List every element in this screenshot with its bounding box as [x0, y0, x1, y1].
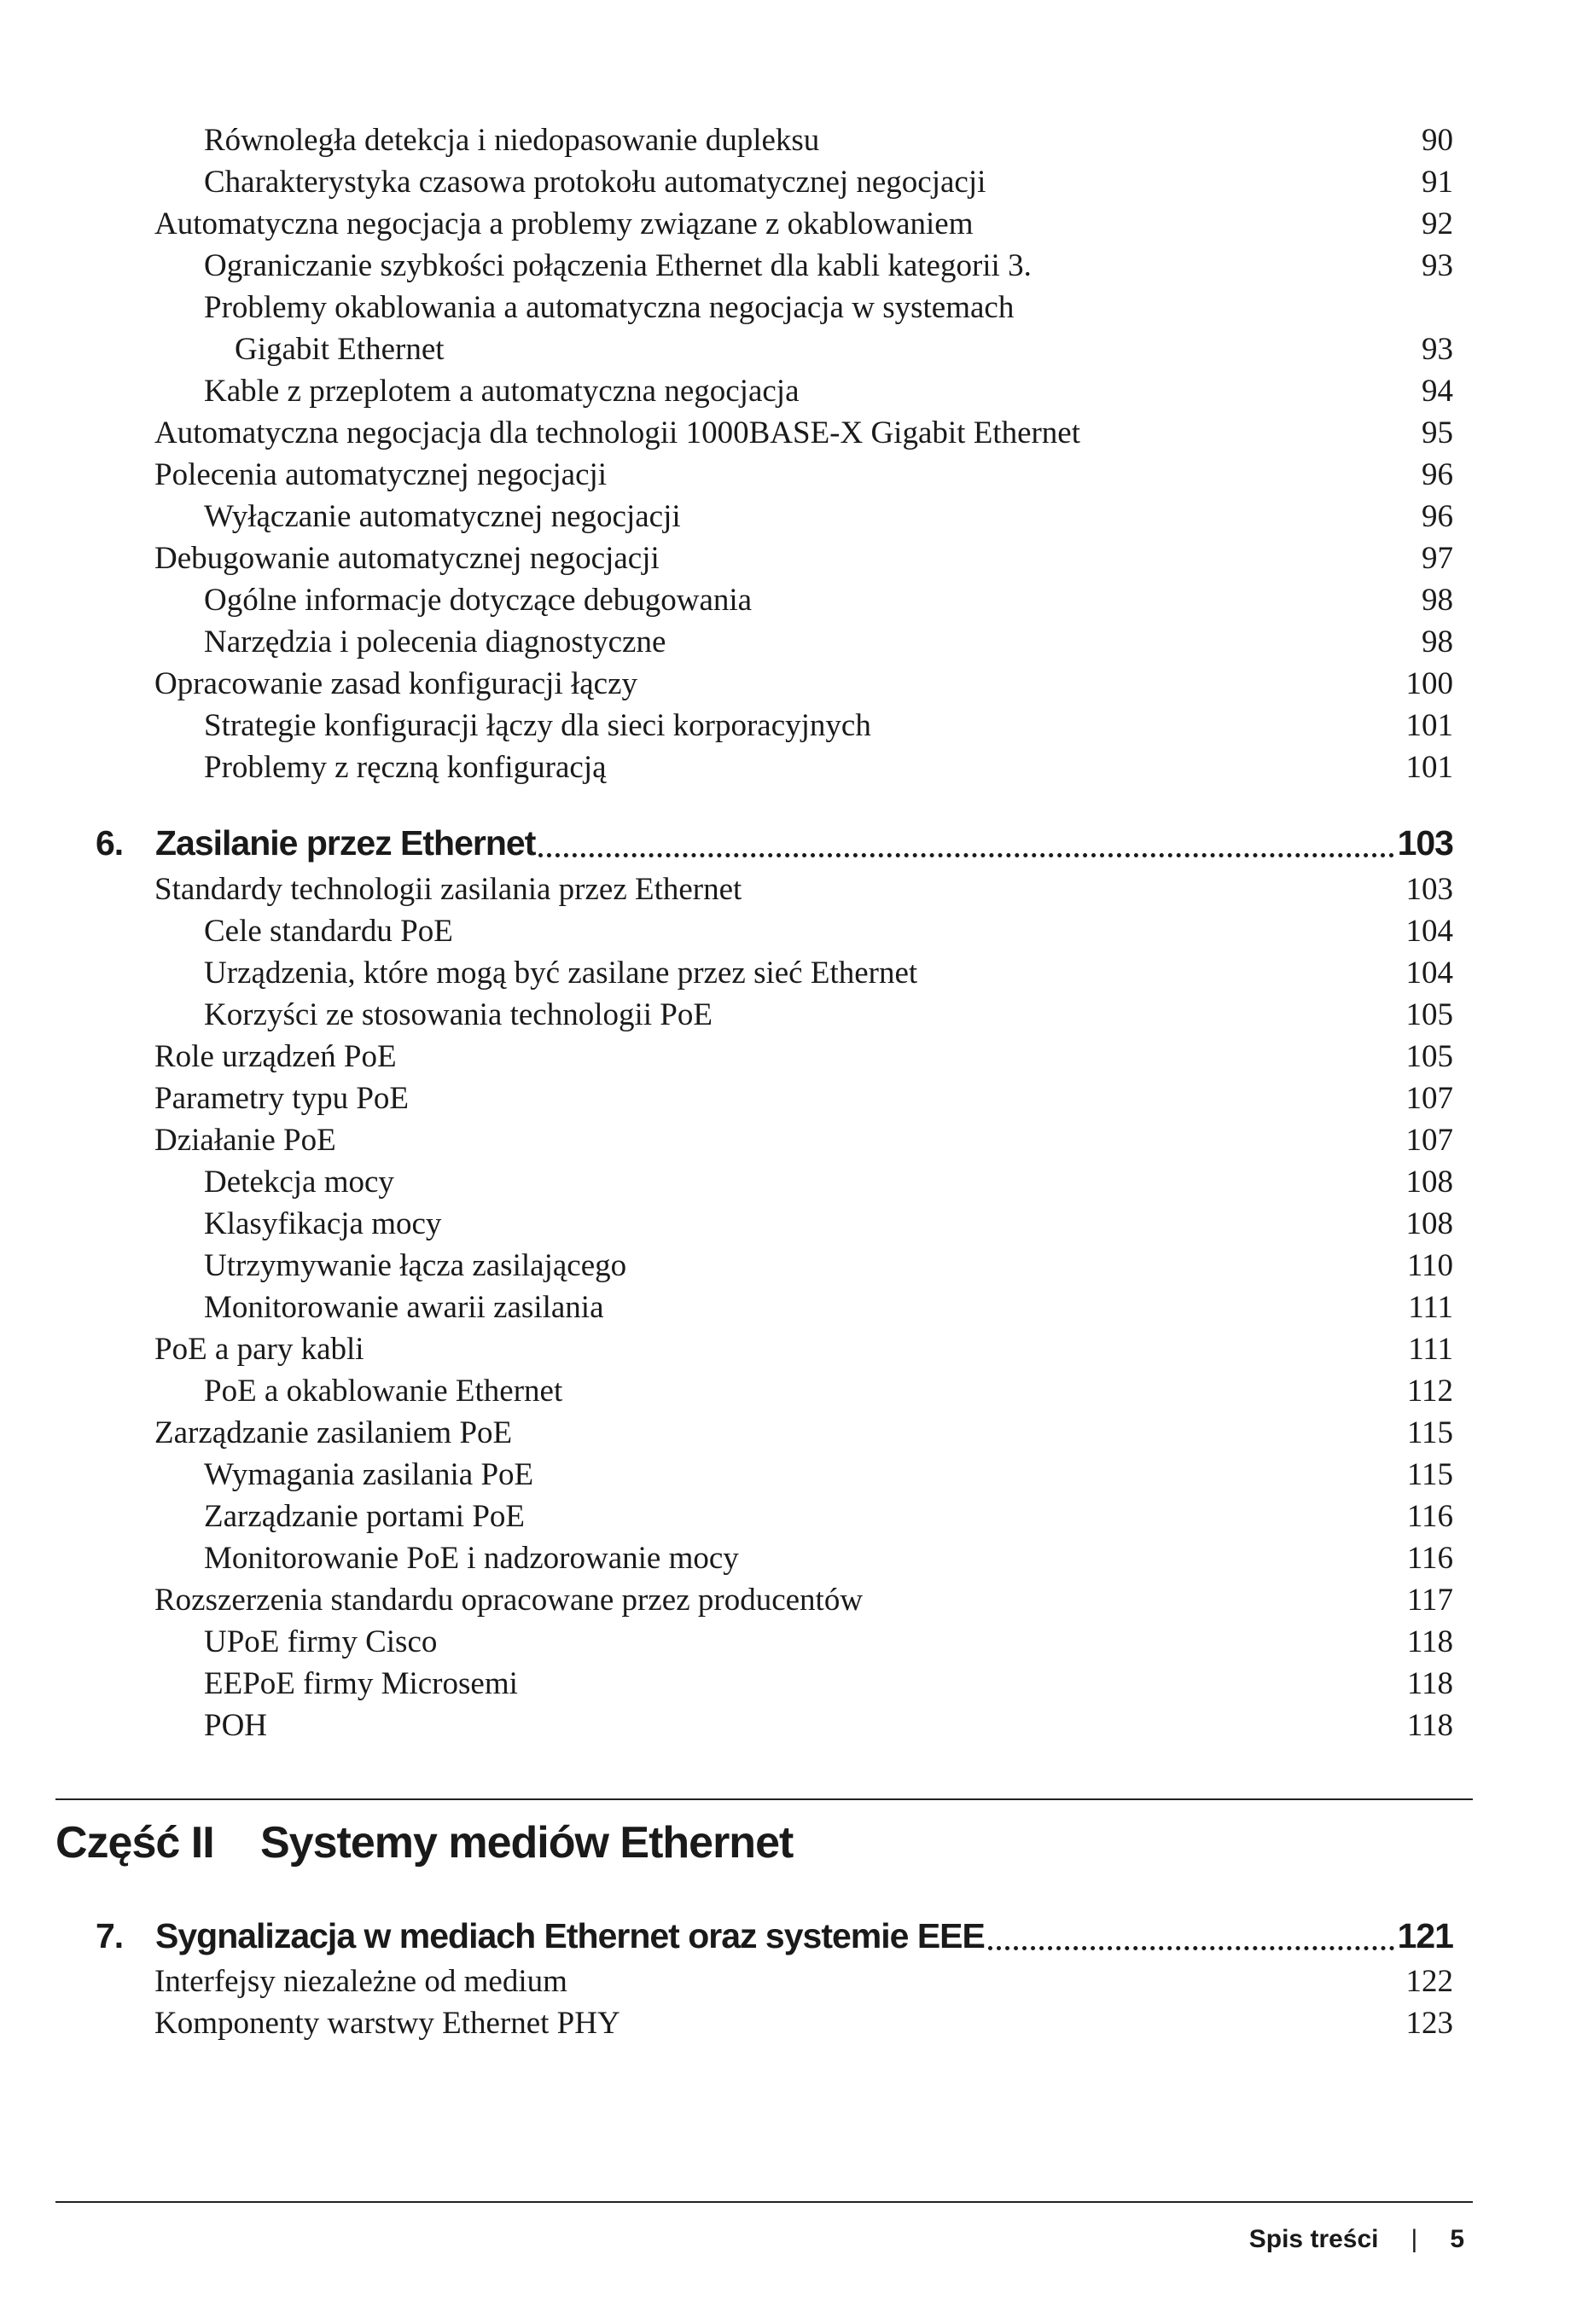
- toc-entry-page: 118: [1406, 1708, 1453, 1743]
- toc-entry-title: Interfejsy niezależne od medium: [154, 1964, 567, 1999]
- toc-entry[interactable]: [0, 2002, 1588, 2044]
- toc-entry-title: Problemy okablowania a automatyczna negocjacja w systemach: [204, 290, 1015, 325]
- toc-entry-page: 93: [1422, 248, 1453, 283]
- chapter-title: Zasilanie przez Ethernet: [155, 823, 536, 863]
- toc-entry-title: Wymagania zasilania PoE: [204, 1457, 534, 1492]
- toc-entry-title: Równoległa detekcja i niedopasowanie dupleksu: [204, 123, 820, 158]
- toc-entry[interactable]: [0, 1287, 1588, 1328]
- toc-entry-page: 94: [1422, 374, 1453, 409]
- toc-entry-title: Monitorowanie awarii zasilania: [204, 1290, 604, 1325]
- toc-entry-title: Ogólne informacje dotyczące debugowania: [204, 583, 753, 618]
- toc-entry-page: 117: [1406, 1583, 1453, 1618]
- page-footer: [1249, 2218, 1464, 2261]
- toc-entry-title: UPoE firmy Cisco: [204, 1624, 438, 1659]
- toc-entry-page: 118: [1406, 1624, 1453, 1659]
- chapter-title: Sygnalizacja w mediach Ethernet oraz systemie EEE: [155, 1916, 985, 1955]
- toc-entry[interactable]: [0, 663, 1588, 705]
- toc-entry[interactable]: [0, 1496, 1588, 1537]
- toc-entry-page: 101: [1405, 708, 1453, 743]
- toc-entry-title: Charakterystyka czasowa protokołu automatycznej negocjacji: [204, 165, 986, 200]
- toc-entry-title: Klasyfikacja mocy: [204, 1206, 442, 1241]
- toc-entry-page: 111: [1408, 1332, 1453, 1367]
- toc-entry-title: PoE a pary kabli: [154, 1332, 364, 1367]
- toc-entry-title: Urządzenia, które mogą być zasilane przez sieć Ethernet: [204, 956, 918, 991]
- toc-entry-page: 111: [1408, 1290, 1453, 1325]
- toc-entry-page: 107: [1405, 1081, 1453, 1116]
- toc-entry-page: 103: [1405, 872, 1453, 907]
- toc-entry[interactable]: [0, 1663, 1588, 1705]
- toc-entry[interactable]: [0, 1961, 1588, 2002]
- toc-entry[interactable]: [0, 1161, 1588, 1203]
- toc-entry-page: 123: [1405, 2006, 1453, 2041]
- page-number: 5: [1450, 2225, 1464, 2253]
- toc-entry-page: 115: [1406, 1415, 1453, 1450]
- toc-entry-page: 110: [1406, 1248, 1453, 1283]
- toc-entry[interactable]: [0, 1036, 1588, 1078]
- toc-entry[interactable]: [0, 1537, 1588, 1579]
- toc-entry-title: Utrzymywanie łącza zasilającego: [204, 1248, 627, 1283]
- toc-entry-page: 107: [1405, 1123, 1453, 1158]
- chapter-page: 103: [1397, 823, 1453, 863]
- toc-entry[interactable]: [0, 952, 1588, 994]
- toc-entry[interactable]: [0, 287, 1588, 328]
- toc-entry[interactable]: [0, 747, 1588, 788]
- part-divider-line: [55, 1798, 1473, 1800]
- toc-entry-title: Zarządzanie zasilaniem PoE: [154, 1415, 513, 1450]
- footer-rule: [55, 2201, 1473, 2203]
- toc-entry-page: 90: [1422, 123, 1453, 158]
- toc-entry-title: Role urządzeń PoE: [154, 1039, 397, 1074]
- toc-entry-page: 115: [1406, 1457, 1453, 1492]
- toc-entry[interactable]: [0, 621, 1588, 663]
- dot-leader: [988, 1946, 1394, 1950]
- toc-entry-page: 96: [1422, 499, 1453, 534]
- toc-entry[interactable]: [0, 579, 1588, 621]
- toc-entry-title: Komponenty warstwy Ethernet PHY: [154, 2006, 620, 2041]
- toc-entry-page: 116: [1406, 1499, 1453, 1534]
- toc-entry-title: Opracowanie zasad konfiguracji łączy: [154, 666, 638, 701]
- toc-entry[interactable]: [0, 370, 1588, 412]
- toc-entry-page: 116: [1406, 1541, 1453, 1576]
- toc-entry[interactable]: [0, 328, 1588, 370]
- toc-entry-title: Automatyczna negocjacja dla technologii 1000BASE-X Gigabit Ethernet: [154, 415, 1081, 450]
- toc-entry-page: 122: [1405, 1964, 1453, 1999]
- toc-entry[interactable]: [0, 1245, 1588, 1287]
- toc-entry[interactable]: [0, 1705, 1588, 1746]
- toc-entry-page: 112: [1406, 1374, 1453, 1409]
- toc-entry-title: Strategie konfiguracji łączy dla sieci korporacyjnych: [204, 708, 871, 743]
- toc-entry-title: Narzędzia i polecenia diagnostyczne: [204, 625, 666, 659]
- toc-entry[interactable]: [0, 161, 1588, 203]
- toc-entry-title: Cele standardu PoE: [204, 914, 453, 949]
- toc-entry[interactable]: [0, 454, 1588, 496]
- footer-section-title: Spis treści: [1248, 2225, 1379, 2253]
- toc-entry-title: Standardy technologii zasilania przez Ethernet: [154, 872, 742, 907]
- toc-entry-page: 98: [1422, 583, 1453, 618]
- toc-entry[interactable]: [0, 1454, 1588, 1496]
- toc-entry-page: 100: [1405, 666, 1453, 701]
- toc-entry-title: Gigabit Ethernet: [235, 332, 445, 367]
- toc-entry-title: POH: [204, 1708, 268, 1743]
- toc-entry[interactable]: [0, 245, 1588, 287]
- toc-entry-page: 92: [1422, 206, 1453, 241]
- toc-entry-page: 93: [1422, 332, 1453, 367]
- chapter-number: 6.: [96, 823, 124, 863]
- toc-entry[interactable]: [0, 1412, 1588, 1454]
- toc-entry[interactable]: [0, 1203, 1588, 1245]
- toc-entry-title: Problemy z ręczną konfiguracją: [204, 750, 607, 785]
- toc-entry-title: Polecenia automatycznej negocjacji: [154, 457, 608, 492]
- toc-entry[interactable]: [0, 203, 1588, 245]
- toc-entry[interactable]: [0, 119, 1588, 161]
- toc-entry-title: Monitorowanie PoE i nadzorowanie mocy: [204, 1541, 739, 1576]
- chapter-page: 121: [1397, 1916, 1453, 1955]
- toc-entry-page: 101: [1405, 750, 1453, 785]
- part-title: Systemy mediów Ethernet: [260, 1818, 794, 1868]
- toc-entry-title: Detekcja mocy: [204, 1165, 394, 1200]
- toc-entry-title: Kable z przeplotem a automatyczna negocjacja: [204, 374, 800, 409]
- toc-entry[interactable]: [0, 705, 1588, 747]
- toc-entry[interactable]: [0, 537, 1588, 579]
- toc-entry[interactable]: [0, 1078, 1588, 1119]
- toc-entry[interactable]: [0, 1370, 1588, 1412]
- toc-entry-page: 91: [1422, 165, 1453, 200]
- toc-entry-title: Wyłączanie automatycznej negocjacji: [204, 499, 681, 534]
- toc-entry[interactable]: [0, 412, 1588, 454]
- toc-entry-title: Debugowanie automatycznej negocjacji: [154, 541, 660, 576]
- toc-entry-title: Zarządzanie portami PoE: [204, 1499, 525, 1534]
- toc-entry[interactable]: [0, 869, 1588, 910]
- toc-entry-title: Działanie PoE: [154, 1123, 336, 1158]
- toc-entry[interactable]: [0, 1328, 1588, 1370]
- chapter-7-heading[interactable]: [0, 1909, 1588, 1962]
- toc-entry-page: 104: [1405, 914, 1453, 949]
- toc-entry-page: 105: [1405, 997, 1453, 1032]
- footer-separator: |: [1411, 2225, 1418, 2253]
- toc-entry-page: 97: [1422, 541, 1453, 576]
- toc-entry[interactable]: [0, 1119, 1588, 1161]
- toc-entry-title: Korzyści ze stosowania technologii PoE: [204, 997, 713, 1032]
- toc-entry-title: PoE a okablowanie Ethernet: [204, 1374, 563, 1409]
- toc-entry[interactable]: [0, 910, 1588, 952]
- toc-entry-title: Automatyczna negocjacja a problemy związane z okablowaniem: [154, 206, 974, 241]
- toc-entry-page: 118: [1406, 1666, 1453, 1701]
- toc-entry-title: Ograniczanie szybkości połączenia Ethernet dla kabli kategorii 3.: [204, 248, 1032, 283]
- toc-entry-page: 108: [1405, 1165, 1453, 1200]
- chapter-number: 7.: [96, 1916, 124, 1955]
- toc-entry[interactable]: [0, 496, 1588, 537]
- toc-entry-page: 98: [1422, 625, 1453, 659]
- toc-entry-page: 95: [1422, 415, 1453, 450]
- chapter-6-heading[interactable]: [0, 816, 1588, 869]
- toc-entry-title: Parametry typu PoE: [154, 1081, 410, 1116]
- toc-entry-title: Rozszerzenia standardu opracowane przez producentów: [154, 1583, 864, 1618]
- toc-entry-title: EEPoE firmy Microsemi: [204, 1666, 518, 1701]
- toc-entry-page: 96: [1422, 457, 1453, 492]
- part-label: Część II: [55, 1818, 214, 1868]
- toc-entry[interactable]: [0, 1621, 1588, 1663]
- dot-leader: [538, 853, 1393, 857]
- toc-entry-page: 104: [1405, 956, 1453, 991]
- toc-entry-page: 105: [1405, 1039, 1453, 1074]
- toc-entry-page: 108: [1405, 1206, 1453, 1241]
- toc-entry[interactable]: [0, 1579, 1588, 1621]
- toc-entry[interactable]: [0, 994, 1588, 1036]
